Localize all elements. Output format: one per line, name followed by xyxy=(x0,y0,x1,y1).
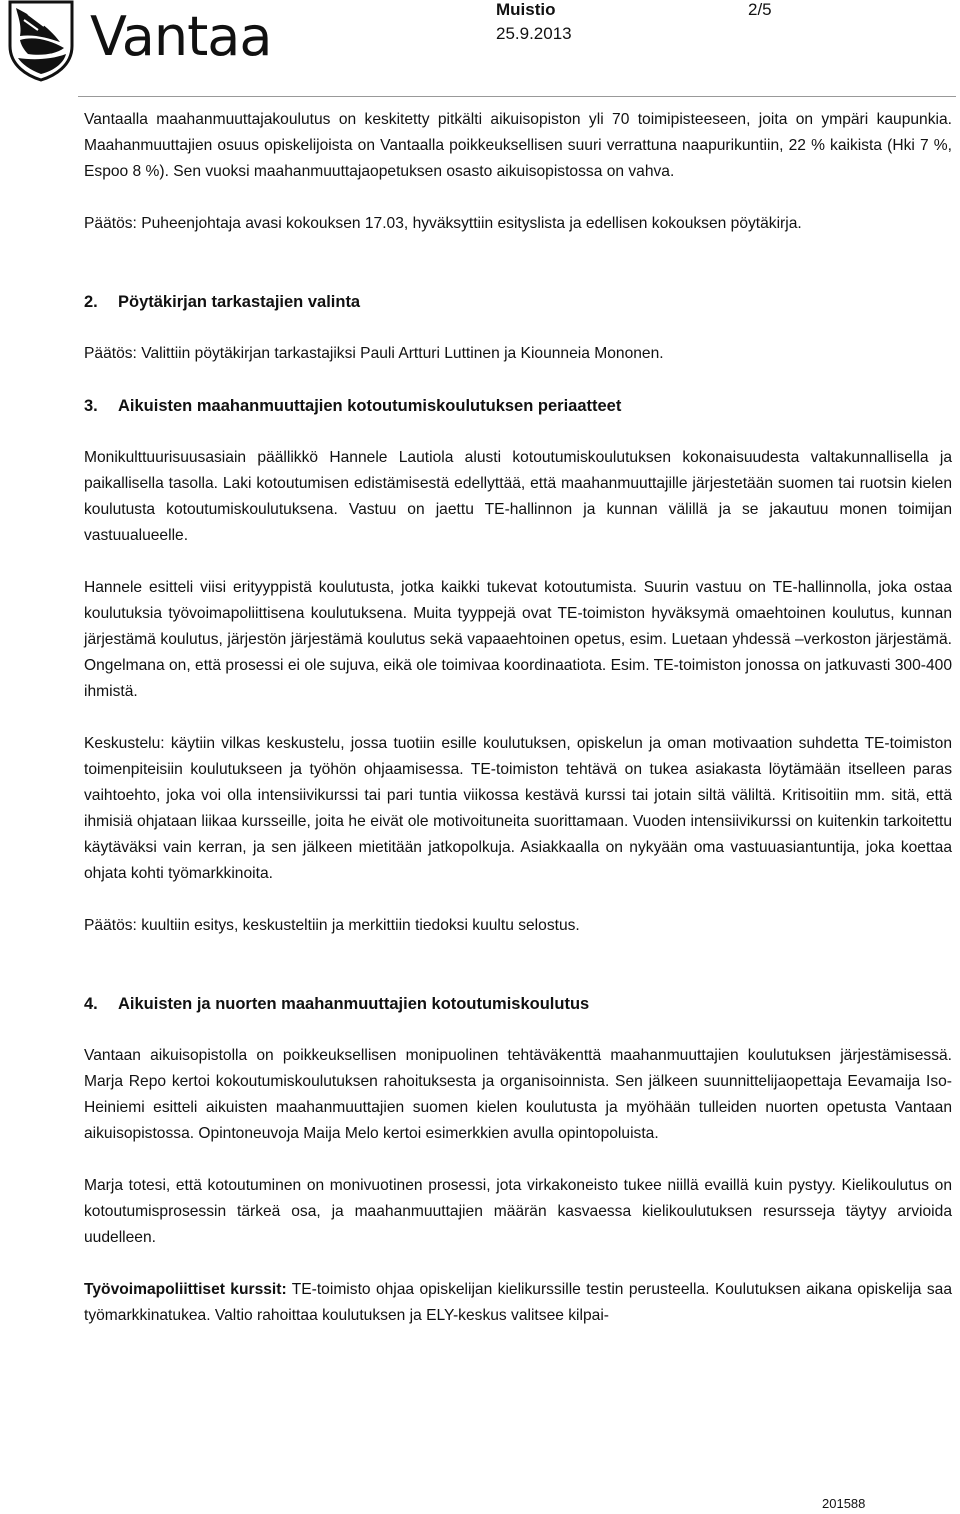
section3-paragraph-3: Keskustelu: käytiin vilkas keskustelu, jossa tuotiin esille koulutuksen, opiskelun ja oman motivaation suhdetta TE-toimiston toimenpiteisiin koulutukseen ja työhön ohjaamisessa. TE-toimiston tehtävä on tukea asiakasta löytämään itselleen paras vaihtoehto, joka voi olla intensiivikurssi tai pari tuntia viikossa kestävä kurssi tai jotain siltä väliltä. Kritisoitiin mm. sitä, että ihmisiä ohjataan liikaa kursseille, joita he eivät ole motivoituneita suorittamaan. Vuoden intensiivikurssi on kuitenkin tarkoitettu käytäväksi vain kerran, ja sen jälkeen mietitään jatkopolkuja. Asiakkaalla on nykyään oma vastuuasiantuntija, joka koettaa ohjata kohti työmarkkinoita. xyxy=(84,735,952,882)
section4-paragraph-3 xyxy=(84,1277,952,1329)
document-header xyxy=(0,0,960,98)
section-number: 4. xyxy=(84,995,98,1013)
section-heading-3 xyxy=(84,393,952,419)
section-heading-2 xyxy=(84,289,952,315)
section-title: Pöytäkirjan tarkastajien valinta xyxy=(118,293,361,311)
section2-decision: Päätös: Valittiin pöytäkirjan tarkastajiksi Pauli Artturi Luttinen ja Kiounneia Mononen. xyxy=(84,345,664,362)
vantaa-crest-logo xyxy=(6,0,76,82)
document-body xyxy=(84,107,952,1329)
brand-wordmark: Vantaa xyxy=(90,5,272,68)
intro-paragraph: Vantaalla maahanmuuttajakoulutus on keskitetty pitkälti aikuisopiston yli 70 toimipisteeseen, joita on ympäri kaupunkia. Maahanmuuttajien osuus opiskelijoista on Vantaalla poikkeuksellisen suuri verrattuna naapurikuntiin, 22 % kaikista (Hki 7 %, Espoo 8 %). Sen vuoksi maahanmuuttajaopetuksen osasto aikuisopistossa on vahva. xyxy=(84,111,952,180)
document-type: Muistio xyxy=(496,0,556,19)
page-number: 2/5 xyxy=(748,0,772,19)
section-title: Aikuisten maahanmuuttajien kotoutumiskoulutuksen periaatteet xyxy=(118,397,622,415)
section3-paragraph-1: Monikulttuurisuusasiain päällikkö Hannele Lautiola alusti kotoutumiskoulutuksen kokonaisuudesta valtakunnallisella ja paikallisella tasolla. Laki kotoutumisen edistämisestä edellyttää, että maahanmuuttajille järjestetään suomen tai ruotsin kielen koulutusta kotoutumiskoulutuksena. Vastuu on jaettu TE-hallinnon ja kunnan välillä ja se jakautuu monen toimijan vastuualueelle. xyxy=(84,449,952,544)
section-number: 3. xyxy=(84,397,98,415)
section-number: 2. xyxy=(84,293,98,311)
document-date: 25.9.2013 xyxy=(496,24,572,43)
section-heading-4 xyxy=(84,991,952,1017)
paragraph-text: TE-toimisto ohjaa opiskelijan kielikurssille testin perusteella. Koulutuksen aikana opiskelija saa työmarkkinatukea. Valtio rahoittaa koulutuksen ja ELY-keskus valitsee kilpai- xyxy=(84,1281,952,1324)
header-divider xyxy=(78,96,956,97)
section4-paragraph-1: Vantaan aikuisopistolla on poikkeuksellisen monipuolinen tehtäväkenttä maahanmuuttajien koulutuksen järjestämisessä. Marja Repo kertoi kokoutumiskoulutuksen rahoituksesta ja organisoinnista. Sen jälkeen suunnittelijaopettaja Eevamaija Iso-Heiniemi esitteli aikuisten maahanmuuttajien suomen kielen koulutusta ja myöhään tulleiden nuorten opetusta Vantaan aikuisopistossa. Opintoneuvoja Maija Melo kertoi esimerkkien avulla opintopoluista. xyxy=(84,1047,952,1142)
section-title: Aikuisten ja nuorten maahanmuuttajien kotoutumiskoulutus xyxy=(118,995,590,1013)
section3-decision: Päätös: kuultiin esitys, keskusteltiin ja merkittiin tiedoksi kuultu selostus. xyxy=(84,917,580,934)
section3-paragraph-2: Hannele esitteli viisi erityyppistä koulutusta, jotka kaikki tukevat kotoutumista. Suurin vastuu on TE-hallinnolla, joka ostaa koulutuksia työvoimapoliittisena koulutuksena. Muita tyyppejä ovat TE-toimiston hyväksymä omaehtoinen koulutus, kunnan järjestämä koulutus, järjestön järjestämä koulutus sekä vapaaehtoinen opetus, esim. Luetaan yhdessä –verkoston järjestämä. Ongelmana on, että prosessi ei ole sujuva, eikä ole toimivaa koordinaatiota. Esim. TE-toimiston jonossa on jatkuvasti 300-400 ihmistä. xyxy=(84,579,952,700)
decision-paragraph: Päätös: Puheenjohtaja avasi kokouksen 17.03, hyväksyttiin esityslista ja edellisen kokouksen pöytäkirja. xyxy=(84,215,802,232)
section4-paragraph-2: Marja totesi, että kotoutuminen on monivuotinen prosessi, jota virkakoneisto tukee niillä evaillä kuin pystyy. Kielikoulutus on kotoutumisprosessin tärkeä osa, ja maahanmuuttajien määrän kasvaessa kielikoulutuksen resursseja täytyy arvioida uudelleen. xyxy=(84,1177,952,1246)
inline-bold-label: Työvoimapoliittiset kurssit: xyxy=(84,1281,287,1298)
footer-document-code: 201588 xyxy=(822,1496,866,1511)
